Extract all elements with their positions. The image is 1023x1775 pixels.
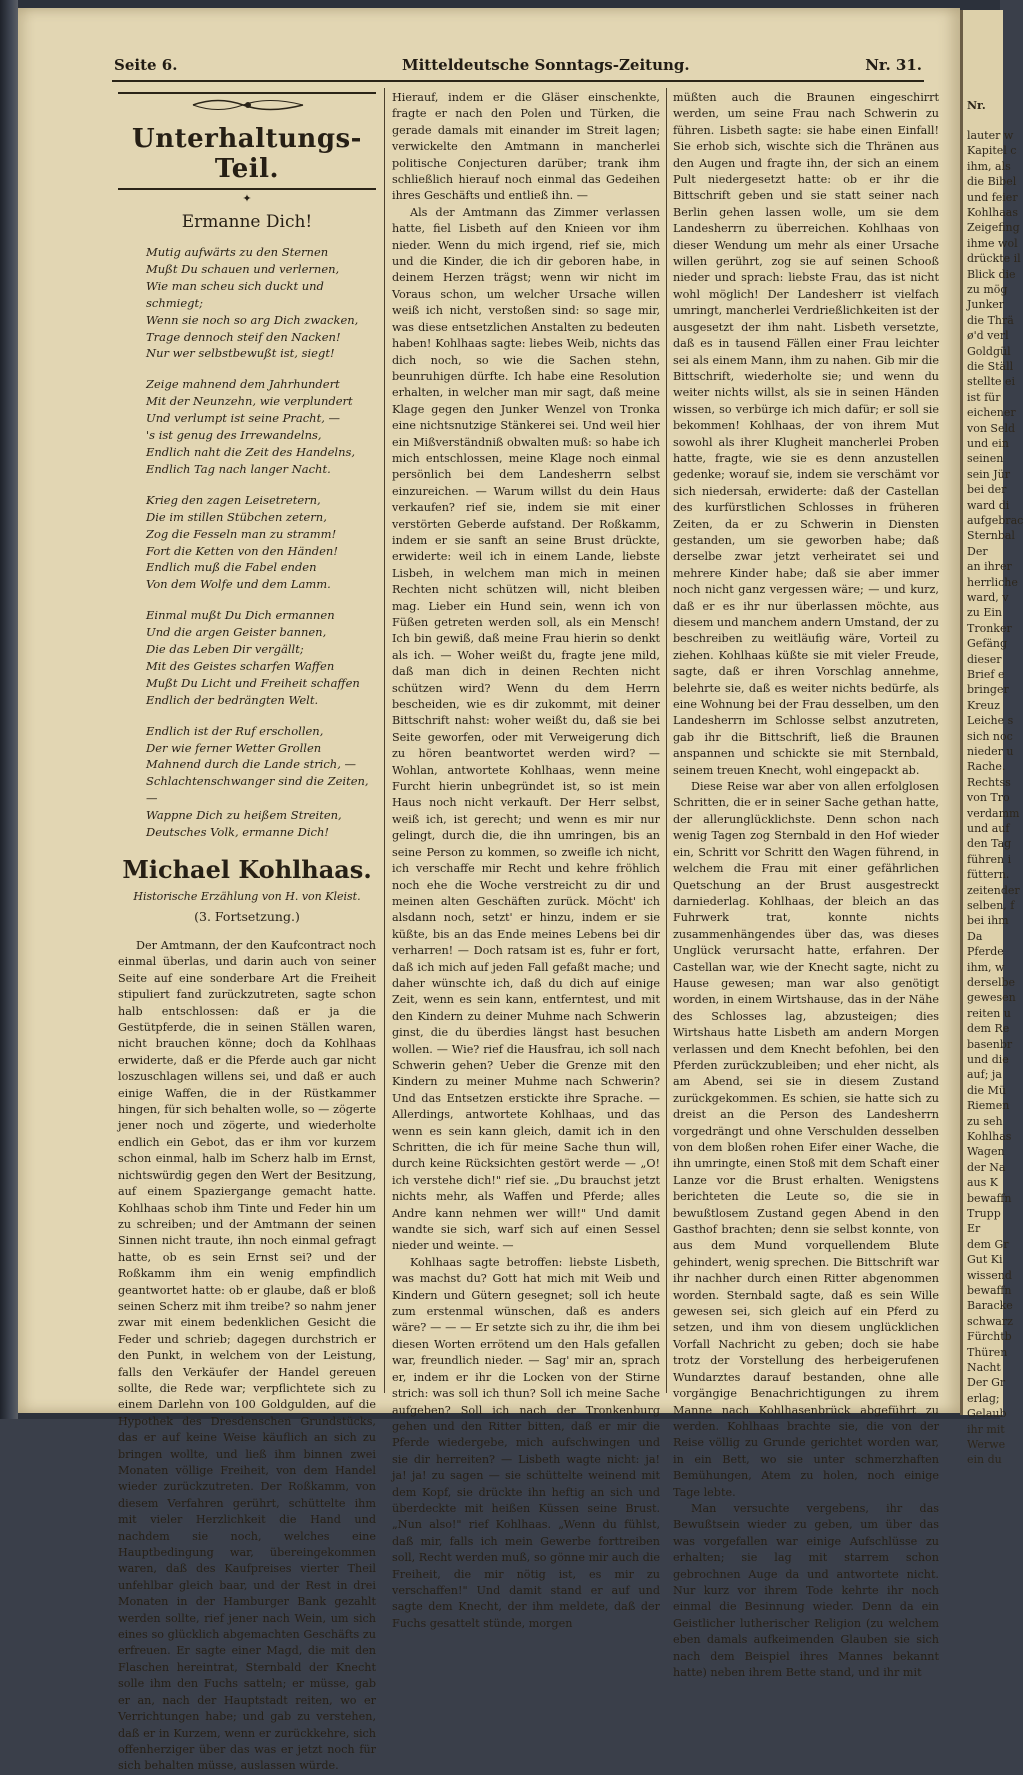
next-page-fragment: Tronker [967, 621, 1012, 635]
next-page-fragment: Blick die [967, 267, 1016, 281]
next-page-fragment: dem Gr [967, 1237, 1009, 1251]
next-page-fragment: zeitender [967, 883, 1020, 897]
paragraph: Kohlhaas sagte betroffen: liebste Lisbeth, was machst du? Gott hat mich mit Weib und Kindern und Gütern gesegnet; soll ich heute zum erstenmal wünschen, daß es anders wäre? — — — Er setzte sich zu ihr, die ihm bei diesen Worten errötend um den Hals gefallen war, freundlich nieder. — Sag' mir an, sprach er, indem er ihr die Locken von der Stirne strich: was soll ich thun? Soll ich meine Sache aufgeben? Soll ich nach der Tronkenburg gehen und den Ritter bitten, daß er mir die Pferde wiedergebe, mich aufschwingen und sie dir herreiten? — Lisbeth wagte nicht: ja! ja! ja! zu sagen — sie schüttelte weinend mit dem Kopf, sie drückte ihn heftig an sich und überdeckte mit heißen Küssen seine Brust. „Nun also!" rief Kohlhaas. „Wenn du fühlst, daß mir, falls ich mein Gewerbe forttreiben soll, Recht werden muß, so gönne mir auch die Freiheit, die mir nötig ist, es mir zu verschaffen!" Und damit stand er auf und sagte dem Knecht, der ihm meldete, daß der Fuchs gesattelt stünde, morgen [392, 1255, 660, 1630]
next-page-fragment: sich noc [967, 729, 1013, 743]
poem-stanza: Endlich ist der Ruf erschollen, Der wie ferner Wetter Grollen Mahnend durch die Lande strich, — Schlachtenschwanger sind die Zeiten, — Wappne Dich zu heißem Streiten, Deutsches Volk, ermanne Dich! [146, 723, 369, 840]
next-page-fragment: die Bibel [967, 175, 1017, 189]
next-page-fragment: Werwe [967, 1438, 1006, 1451]
next-page-fragment: Der Gr [967, 1376, 1006, 1390]
next-page-fragment: selben, f [967, 899, 1015, 912]
next-page-fragment: ihm, w [967, 960, 1005, 974]
column-rule-1 [384, 88, 385, 1393]
next-page-fragment: aus K [967, 1176, 999, 1190]
next-page-fragment: Der [967, 544, 988, 558]
next-page-fragment: Kreuz [967, 698, 1000, 712]
next-page-fragment: basenbr [967, 1037, 1013, 1051]
poem-stanza: Einmal mußt Du Dich ermannen Und die argen Geister bannen, Die das Leben Dir vergällt; Mit des Geistes scharfen Waffen Mußt Du Licht und Freiheit schaffen Endlich der bedrängten Welt. [146, 608, 360, 707]
next-page-fragment: Gut Ki [967, 1253, 1003, 1267]
continuation-note: (3. Fortsetzung.) [194, 909, 300, 924]
article-text-col2 [392, 90, 660, 1632]
next-page-fragment: verdamm [967, 806, 1020, 820]
next-page-fragment: an ihrer [967, 560, 1012, 574]
poem-stanza: Zeige mahnend dem Jahrhundert Mit der Neunzehn, wie verplundert Und verlumpt ist seine Pracht, — 's ist genug des Irrewandelns, Endlich naht die Zeit des Handelns, Endlich Tag nach langer Nacht. [146, 377, 356, 476]
article-subtitle: Historische Erzählung von H. von Kleist. [133, 890, 361, 903]
next-page-fragment: ward di [967, 498, 1010, 512]
issue-number: Nr. 31. [865, 56, 922, 74]
next-page-fragment: Sternbal [967, 529, 1015, 543]
next-page-fragment: sein Jür [967, 467, 1011, 481]
next-page-fragment: Brief e [967, 668, 1005, 681]
next-page-fragment: Nacht [967, 1361, 1001, 1374]
column-1 [118, 90, 376, 1773]
next-page-fragment: Gelaub [967, 1407, 1007, 1421]
next-page-fragment: bringer [967, 683, 1009, 697]
next-page-fragment: lauter w [967, 129, 1014, 142]
next-page-fragment: ihr mit [967, 1422, 1005, 1436]
next-page-fragment: nieder u [967, 745, 1014, 758]
poem-title: Ermanne Dich! [181, 212, 313, 232]
star-divider-icon: ✦ [242, 192, 252, 205]
next-page-fragment: eichener [967, 406, 1016, 420]
next-page-fragment: gewesen [967, 991, 1016, 1005]
next-page-fragment: Fürchtb [967, 1330, 1012, 1344]
next-page-fragment: zu Ein [967, 606, 1003, 620]
next-page-fragment: bei der [967, 483, 1007, 497]
poem-stanza: Mutig aufwärts zu den Sternen Mußt Du schauen und verlernen, Wie man scheu sich duckt und schmiegt; Wenn sie noch so arg Dich zwacken, Trage dennoch steif den Nacken! Nur wer selbstbewußt ist, siegt! [146, 245, 359, 361]
next-page-fragment: Riemen [967, 1099, 1010, 1113]
next-page-fragment: Nr. [967, 99, 986, 112]
next-page-fragment: Junker [967, 298, 1005, 312]
next-page-fragment: aufgebrac [967, 514, 1023, 527]
adjacent-page-edge [960, 10, 1023, 1467]
paragraph: müßten auch die Braunen eingeschirrt werden, um seine Frau nach Schwerin zu führen. Lisbeth sagte: sie habe einen Einfall! Sie erhob sich, wischte sich die Thränen aus den Augen und fragte ihn, der sich an einem Pult niedergesetzt hatte: ob er ihr die Bittschrift geben und sie statt seiner nach Berlin gehen lassen wolle, um sie dem Landesherrn zu überreichen. Kohlhaas von dieser Wendung um mehr als einer Ursache willen gerührt, zog sie auf seinen Schooß nieder und sprach: liebste Frau, das ist nicht wohl möglich! Der Landesherr ist vielfach umringt, mancherlei Verdrießlichkeiten ist der ausgesetzt der ihm naht. Lisbeth versetzte, daß es in tausend Fällen einer Frau leichter sei als einem Mann, ihm zu nahen. Gib mir die Bittschrift, wiederholte sie; und wenn du weiter nichts willst, als sie in seinen Händen wissen, so verbürge ich mich dafür; er soll sie bekommen! Kohlhaas, der von ihrem Mut sowohl als ihrer Klugheit mancherlei Proben hatte, fragte, wie sie es denn anzustellen gedenke; worauf sie, indem sie verschämt vor sich niedersah, erwiderte: daß der Castellan des kurfürstlichen Schlosses in früheren Zeiten, da er zu Schwerin in Diensten gestanden, um sie geworben habe; daß derselbe zwar jetzt verheiratet sei und mehrere Kinder habe; daß sie aber immer noch nicht ganz vergessen wäre; — und kurz, daß er es ihr nur überlassen möchte, aus diesem und manchem andern Umstand, der zu beschreiben zu weitläufig wäre, Vorteil zu ziehen. Kohlhaas küßte sie mit vieler Freude, sagte, daß er ihren Vorschlag annehme, belehrte sie, daß es weiter nichts bedürfe, als eine Wohnung bei der Frau desselben, um den Landesherrn im Schlosse selbst anzutreten, gab ihr die Bittschrift, ließ die Braunen anspannen und schickte sie mit Sternbald, seinem treuen Knecht, wohl eingepackt ab. [673, 91, 939, 777]
next-page-fragment: ø'd verl [967, 329, 1009, 343]
ornament-divider [118, 92, 376, 120]
next-page-fragment: Da [967, 929, 983, 943]
next-page-fragment: ist für [967, 390, 1001, 404]
page-number: Seite 6. [114, 56, 178, 74]
next-page-fragment: derselbe [967, 976, 1016, 989]
next-page-fragment: von Tro [967, 791, 1010, 805]
section-title: Unterhaltungs-Teil. [118, 124, 376, 190]
next-page-fragment: bewaffn [967, 1191, 1012, 1205]
next-page-fragment: ihme wol [967, 236, 1018, 250]
book-spine [0, 0, 18, 1419]
next-page-fragment: reiten u [967, 1006, 1011, 1020]
column-2 [392, 90, 660, 1630]
next-page-fragment: ward, v [967, 591, 1009, 604]
next-page-fragment: Rache. [967, 760, 1006, 774]
next-page-fragment: Wagen [967, 1145, 1005, 1159]
next-page-fragment: füttern. [967, 868, 1010, 882]
next-page-fragment: Leiche s [967, 714, 1014, 728]
next-page-fragment: Goldgül [967, 344, 1011, 358]
scroll-ornament-icon [188, 94, 308, 116]
next-page-fragment: die Mü [967, 1083, 1006, 1097]
next-page-fragment: zu mög [967, 283, 1008, 296]
column-3 [673, 90, 939, 1679]
next-page-fragment: schwarz [967, 1314, 1013, 1328]
next-page-fragment: und die [967, 1053, 1009, 1066]
paragraph: Hierauf, indem er die Gläser einschenkte, fragte er nach den Polen und Türken, die gerade damals mit einander im Streit lagen; verwickelte den Amtmann in mancherlei politische Conjecturen darüber; trank ihm schließlich hierauf noch einmal das Gedeihen ihres Geschäfts und entließ ihn. — [392, 91, 660, 203]
next-page-fragment: drückte il [967, 252, 1021, 266]
next-page-fragment: Gefäng [967, 637, 1008, 651]
next-page-fragment: bei ihm [967, 914, 1009, 928]
next-page-fragment: die Ställ [967, 360, 1014, 373]
article-text-col3 [673, 90, 939, 1681]
next-page-fragment: Rechtss [967, 775, 1011, 789]
paragraph: Der Amtmann, der den Kaufcontract noch einmal überlas, und darin auch von seiner Seite auf eine sonderbare Art die Freiheit stipuliert fand zurückzutreten, sagte schon halb entschlossen: daß er ja die Gestütpferde, die in seinen Ställen waren, nicht brauchen könne; doch da Kohlhaas erwiderte, daß er die Pferde auch gar nicht loszuschlagen willens sei, und daß er auch einige Waffen, die in der Rüstkammer hingen, für sich behalten wolle, so — zögerte jener noch und zögerte, und wiederholte endlich ein Gebot, das er ihm vor kurzem schon einmal, halb im Scherz halb im Ernst, nichtswürdig gegen den Wert der Besitzung, auf einem Spaziergange gemacht hatte. Kohlhaas schob ihm Tinte und Feder hin um zu schreiben; und der Amtmann der seinen Sinnen nicht traute, ihn noch einmal gefragt hatte, ob es sein Ernst sei? und der Roßkamm ihm ein wenig empfindlich geantwortet hatte: ob er glaube, daß er bloß seinen Scherz mit ihm treibe? so nahm jener zwar mit einem bedenklichen Gesicht die Feder und schrieb; dagegen durchstrich er den Punkt, in welchem von der Leistung, falls den Verkäufer der Handel gereuen sollte, die Rede war; verpflichtete sich zu einem Darlehn von 100 Goldgulden, auf die Hypothek des Dresdenschen Grundstücks, das er auf keine Weise käuflich an sich zu bringen wollte, und ließ ihm binnen zwei Monaten völlige Freiheit, von dem Handel wieder zurückzutreten. Der Roßkamm, von diesem Verfahren gerührt, schüttelte ihm mit vieler Herzlichkeit die Hand und nachdem sie noch, welches eine Hauptbedingung war, übereingekommen waren, daß des Kaufpreises vierter Theil unfehlbar gleich baar, und der Rest in drei Monaten in der Hamburger Bank gezahlt werden sollte, rief jener nach Wein, um sich eines so glücklich abgemachten Geschäfts zu erfreuen. Er sagte einer Magd, die mit den Flaschen hereintrat, Sternbald der Knecht solle ihm den Fuchs satteln; er müsse, gab er an, nach der Hauptstadt reiten, wo er Verrichtungen habe; und gab zu verstehen, daß er in Kurzem, wenn er zurückkehre, sich offenherziger über das was er jetzt noch für sich behalten müsse, auslassen würde. [118, 939, 376, 1773]
page-header [112, 50, 924, 82]
next-page-fragment: zu seh [967, 1114, 1003, 1128]
next-page-fragment: stellte ei [967, 375, 1016, 389]
next-page-fragment: führen i [967, 852, 1012, 866]
next-page-fragment: seinen [967, 452, 1004, 466]
next-page-fragment: Er [967, 1222, 981, 1236]
article-title: Michael Kohlhaas. [122, 855, 372, 884]
next-page-fragment: die Thrä [967, 313, 1014, 327]
next-page-fragment: den Tag [967, 837, 1012, 851]
column-rule-2 [666, 88, 667, 1393]
article-text-col1 [118, 938, 376, 1775]
next-page-fragment: Trupp [967, 1207, 1001, 1220]
next-page-fragment: von Seld [967, 421, 1016, 435]
next-page-fragment: Zeigefing [967, 221, 1020, 235]
next-page-fragment: Kapitel c [967, 144, 1017, 158]
next-page-fragment: Pferde [967, 945, 1004, 959]
next-page-fragment: und feier [967, 190, 1018, 204]
next-page-fragment: dem Re [967, 1022, 1010, 1036]
next-page-fragment: Thüren [967, 1345, 1008, 1359]
next-page-fragment: Baracke [967, 1299, 1013, 1313]
paragraph: Man versuchte vergebens, ihr das Bewußtsein wieder zu geben, um über das was vorgefallen war einige Aufschlüsse zu erhalten; sie lag mit starrem schon gebrochnen Auge da und antwortete nicht. Nur kurz vor ihrem Tode kehrte ihr noch einmal die Besinnung wieder. Denn da ein Geistlicher lutherischer Religion (zu welchem eben damals aufkeimenden Glauben sie sich nach dem Beispiel ihres Mannes bekannt hatte) neben ihrem Bette stand, und ihr mit [673, 1501, 939, 1679]
next-page-fragment: ein du [967, 1453, 1002, 1467]
poem [118, 244, 376, 841]
next-page-fragment: und auf [967, 822, 1010, 835]
poem-stanza: Krieg den zagen Leisetretern, Die im stillen Stübchen zetern, Zog die Fesseln man zu stramm! Fort die Ketten von den Händen! Endlich muß die Fabel enden Von dem Wolfe und dem Lamm. [146, 492, 338, 592]
next-page-fragment: der Na [967, 1160, 1006, 1174]
paragraph: Diese Reise war aber von allen erfolglosen Schritten, die er in seiner Sache gethan hatte, der allerunglücklichste. Denn schon nach wenig Tagen zog Sternbald in den Hof wieder ein, Schritt vor Schritt den Wagen führend, in welchem die Frau mit einer gefährlichen Quetschung an der Brust ausgestreckt darniederlag. Kohlhaas, der bleich an das Fuhrwerk trat, konnte nichts zusammenhängendes über das, was dieses Unglück verursacht hatte, erfahren. Der Castellan war, wie der Knecht sagte, nicht zu Hause gewesen; man war also genötigt worden, in einem Wirtshause, das in der Nähe des Schlosses lag, abzusteigen; dies Wirtshaus hatte Lisbeth am andern Morgen verlassen und dem Knecht befohlen, bei den Pferden zurückzubleiben; und eher nicht, als am Abend, sei sie in diesem Zustand zurückgekommen. Es schien, sie hatte sich zu dreist an die Person des Landesherrn vorgedrängt und ohne Verschulden desselben von dem bloßen rohen Eifer einer Wache, die ihn umringte, einen Stoß mit dem Schaft einer Lanze vor die Brust erhalten. Wenigstens berichteten die Leute so, die sie in bewußtlosem Zustand gegen Abend in den Gasthof brachten; denn sie selbst konnte, von aus dem Mund vorquellendem Blute gehindert, wenig sprechen. Die Bittschrift war ihr nachher durch einen Ritter abgenommen worden. Sternbald sagte, daß es sein Wille gewesen sei, sich gleich auf ein Pferd zu setzen, und ihm von diesem unglücklichen Vorfall Nachricht zu geben; doch sie habe trotz der Vorstellung des herbeigerufenen Wundarztes darauf bestanden, ohne alle vorgängige Benachrichtigungen zu ihrem Manne nach Kohlhasenbrück abgeführt zu werden. Kohlhaas brachte sie, die von der Reise völlig zu Grunde gerichtet worden war, in ein Bett, wo sie unter schmerzhaften Bemühungen, Atem zu holen, noch einige Tage lebte. [673, 780, 939, 1499]
next-page-fragment: auf; ja [967, 1068, 1002, 1082]
newspaper-title: Mitteldeutsche Sonntags-Zeitung. [402, 56, 690, 74]
next-page-fragment: bewaffn [967, 1284, 1012, 1297]
next-page-fragment: dieser [967, 652, 1002, 666]
next-page-fragment: erlag; [967, 1391, 1000, 1405]
paragraph: Als der Amtmann das Zimmer verlassen hatte, fiel Lisbeth auf den Knieen vor ihm nieder. Wenn du mich irgend, rief sie, mich und die Kinder, die ich dir geboren habe, in deinem Herzen trägst; wenn wir nicht im Voraus schon, um welcher Ursache willen weiß ich nicht, verstoßen sind: so sage mir, was diese entsetzlichen Anstalten zu bedeuten haben! Kohlhaas sagte: liebes Weib, nichts das dich noch, so wie die Sachen stehn, beunruhigen dürfte. Ich habe eine Resolution erhalten, in welcher man mir sagt, daß meine Klage gegen den Junker Wenzel von Tronka eine nichtsnutzige Stänkerei sei. Und weil hier ein Mißverständniß obwalten muß: so habe ich mich entschlossen, meine Klage noch einmal persönlich bei dem Landesherrn selbst einzureichen. — Warum willst du dein Haus verkaufen? rief sie, indem sie mit einer verstörten Geberde aufstand. Der Roßkamm, indem er sie sanft an seine Brust drückte, erwiderte: weil ich in einem Lande, liebste Lisbeh, in welchem man mich in meinen Rechten nicht schützen will, nicht bleiben mag. Lieber ein Hund sein, wenn ich von Füßen getreten werden soll, als ein Mensch! Ich bin gewiß, daß meine Frau hierin so denkt als ich. — Woher weißt du, fragte jene mild, daß man dich in deinen Rechten nicht schützen wird? Wenn du dem Herrn bescheiden, wie es dir zukommt, mit deiner Bittschrift nahst: woher weißt du, daß sie bei Seite geworfen, oder mit Verweigerung dich zu hören beantwortet werden wird? — Wohlan, antwortete Kohlhaas, wenn meine Furcht hierin unbegründet ist, so ist mein Haus noch nicht verkauft. Der Herr selbst, weiß ich, ist gerecht; und wenn es mir nur gelingt, durch die, die ihn umringen, bis an seine Person zu kommen, so zweifle ich nicht, ich verschaffe mir Recht und kehre fröhlich noch ehe die Woche verstreicht zu dir und meinen alten Geschäften zurück. Möcht' ich alsdann noch, setzt' er hinzu, indem er sie küßte, bis an das Ende meines Lebens bei dir verharren! — Doch ratsam ist es, fuhr er fort, daß ich mich auf jeden Fall gefaßt mache; und daher wünschte ich, daß du dich auf einige Zeit, wenn es sein kann, entferntest, und mit den Kindern zu deiner Muhme nach Schwerin ginst, die du überdies längst hast besuchen wollen. — Wie? rief die Hausfrau, ich soll nach Schwerin gehen? Ueber die Grenze mit den Kindern zu meiner Muhme nach Schwerin? Und das Entsetzen erstickte ihre Sprache. — Allerdings, antwortete Kohlhaas, und das wenn es sein kann gleich, damit ich in den Schritten, die ich für meine Sache thun will, durch keine Rücksichten gestört werde — „O! ich verstehe dich!" rief sie. „Du brauchst jetzt nichts mehr, als Waffen und Pferde; alles Andre kann nehmen wer will!" Und damit wandte sie sich, warf sich auf einen Sessel nieder und weinte. — [392, 205, 660, 1253]
next-page-fragment: herrliche [967, 575, 1018, 589]
next-page-fragment: wissend [967, 1268, 1012, 1282]
next-page-fragment: Kohlhas [967, 1130, 1012, 1143]
next-page-fragment: ihm, als [967, 159, 1011, 173]
next-page-fragment: und ein [967, 437, 1009, 450]
next-page-fragment: Kohlhaas [967, 206, 1018, 219]
